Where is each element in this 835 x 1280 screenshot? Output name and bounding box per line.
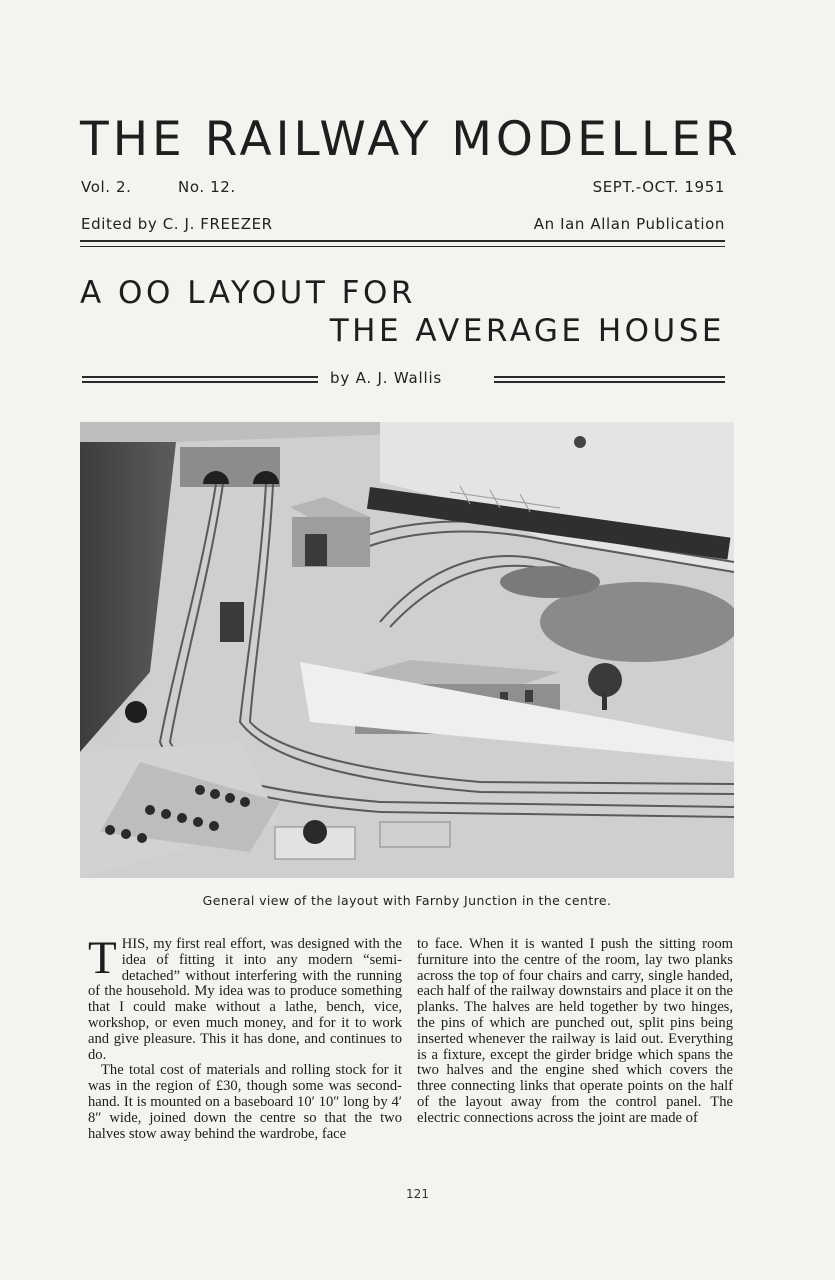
article-column-left (88, 932, 402, 1142)
issue-date: SEPT.-OCT. 1951 (592, 178, 725, 196)
photo-caption: General view of the layout with Farnby Junction in the centre. (202, 893, 612, 908)
byline-rule-right (494, 376, 725, 383)
volume-label: Vol. 2. (81, 178, 132, 196)
drop-cap: T (88, 932, 117, 984)
layout-photo (80, 422, 734, 878)
article-title-line2: THE AVERAGE HOUSE (329, 313, 725, 349)
article-column-right (417, 937, 733, 1127)
byline-row (80, 368, 725, 392)
editor-credit: Edited by C. J. FREEZER (81, 215, 273, 233)
issue-number: No. 12. (178, 178, 236, 196)
byline-rule-left (82, 376, 318, 383)
page-number: 121 (406, 1187, 429, 1201)
article-title-line1: A OO LAYOUT FOR (80, 275, 416, 311)
byline: by A. J. Wallis (330, 369, 443, 387)
paragraph: to face. When it is wanted I push the sitting room furniture into the centre of the room, lay two planks across the top of four chairs and carry, single handed, each half of the railway downstairs and place it on the planks. The halves are held together by two hinges, the pins of which are punched out, split pins being inserted whenever the railway is laid out. Everything is a fixture, except the girder bridge which spans the two halves and the engine shed which covers the three connecting links that operate points on the half of the layout away from the control panel. The electric connections across the joint are made of (417, 936, 733, 1126)
magazine-title: THE RAILWAY MODELLER (80, 112, 742, 167)
paragraph (88, 932, 402, 1063)
publisher-credit: An Ian Allan Publication (533, 215, 725, 233)
paragraph-text: HIS, my first real effort, was designed with the idea of fitting it into any modern “semi-detached” without interfering with the running of the household. My idea was to produce something that I could make without a lathe, bench, vice, workshop, or even much money, and for it to work and give pleasure. This it has done, and continues to do. (88, 936, 402, 1063)
masthead-divider (80, 240, 725, 247)
paragraph: The total cost of materials and rolling stock for it was in the region of £30, though some was second-hand. It is mounted on a baseboard 10′ 10″ long by 4′ 8″ wide, joined down the centre so that the two halves stow away behind the wardrobe, face (88, 1062, 402, 1142)
